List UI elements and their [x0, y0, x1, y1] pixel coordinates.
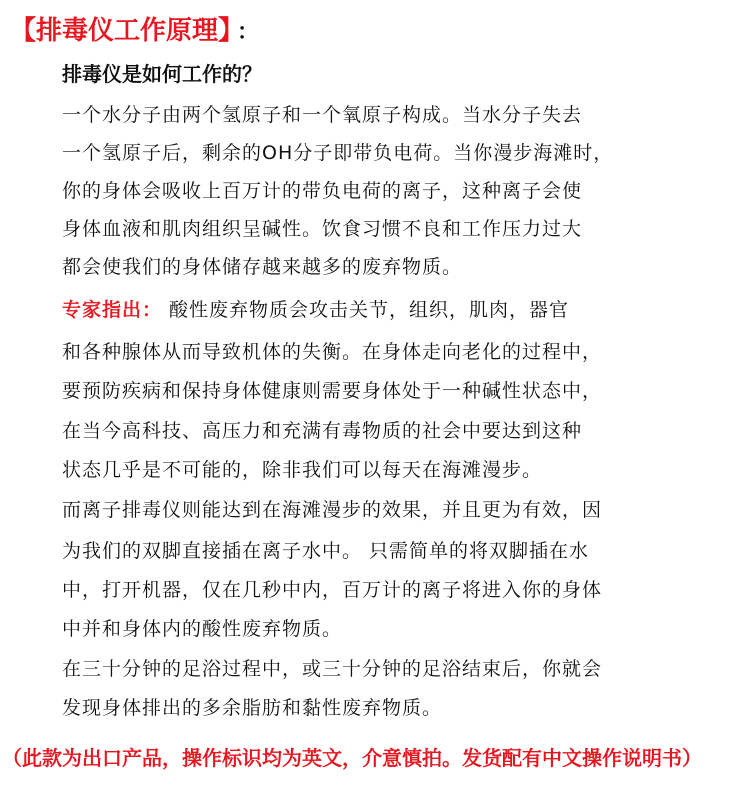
expert-label: 专家指出： [62, 299, 163, 321]
paragraph-line: 要预防疾病和保持身体健康则需要身体处于一种碱性状态中， [62, 380, 603, 402]
section-heading: 排毒仪是如何工作的？ [62, 62, 262, 86]
title-text: 【排毒仪工作原理】 [10, 16, 232, 46]
title-colon: ： [237, 20, 260, 45]
paragraph-line: 和各种腺体从而导致机体的失衡。在身体走向老化的过程中， [62, 341, 603, 363]
paragraph-line: 身体血液和肌肉组织呈碱性。饮食习惯不良和工作压力过大 [62, 218, 583, 240]
paragraph-line: 一个氢原子后，剩余的OH分子即带负电荷。当你漫步海滩时， [62, 142, 614, 164]
paragraph-line: 在当今高科技、高压力和充满有毒物质的社会中要达到这种 [62, 420, 583, 442]
paragraph-line: 都会使我们的身体储存越来越多的废弃物质。 [62, 256, 463, 278]
paragraph-line: 发现身体排出的多余脂肪和黏性废弃物质。 [62, 697, 443, 719]
expert-first-line [62, 295, 569, 322]
paragraph-line: 你的身体会吸收上百万计的带负电荷的离子，这种离子会使 [62, 180, 583, 202]
paragraph-line: 状态几乎是不可能的，除非我们可以每天在海滩漫步。 [62, 459, 543, 481]
paragraph-line: 而离子排毒仪则能达到在海滩漫步的效果，并且更为有效，因 [62, 499, 603, 521]
paragraph-line: 为我们的双脚直接插在离子水中。 只需简单的将双脚插在水 [62, 540, 590, 562]
expert-first-text: 酸性废弃物质会攻击关节，组织，肌肉，器官 [162, 299, 570, 321]
page-title [10, 10, 259, 47]
paragraph-line: 在三十分钟的足浴过程中，或三十分钟的足浴结束后，你就会 [62, 658, 603, 680]
paragraph-line: 中，打开机器，仅在几秒中内，百万计的离子将进入你的身体 [62, 579, 603, 601]
paragraph-line: 中并和身体内的酸性废弃物质。 [62, 618, 343, 640]
export-notice: （此款为出口产品，操作标识均为英文，介意慎拍。发货配有中文操作说明书） [2, 746, 702, 770]
paragraph-line: 一个水分子由两个氢原子和一个氧原子构成。当水分子失去 [62, 104, 583, 126]
